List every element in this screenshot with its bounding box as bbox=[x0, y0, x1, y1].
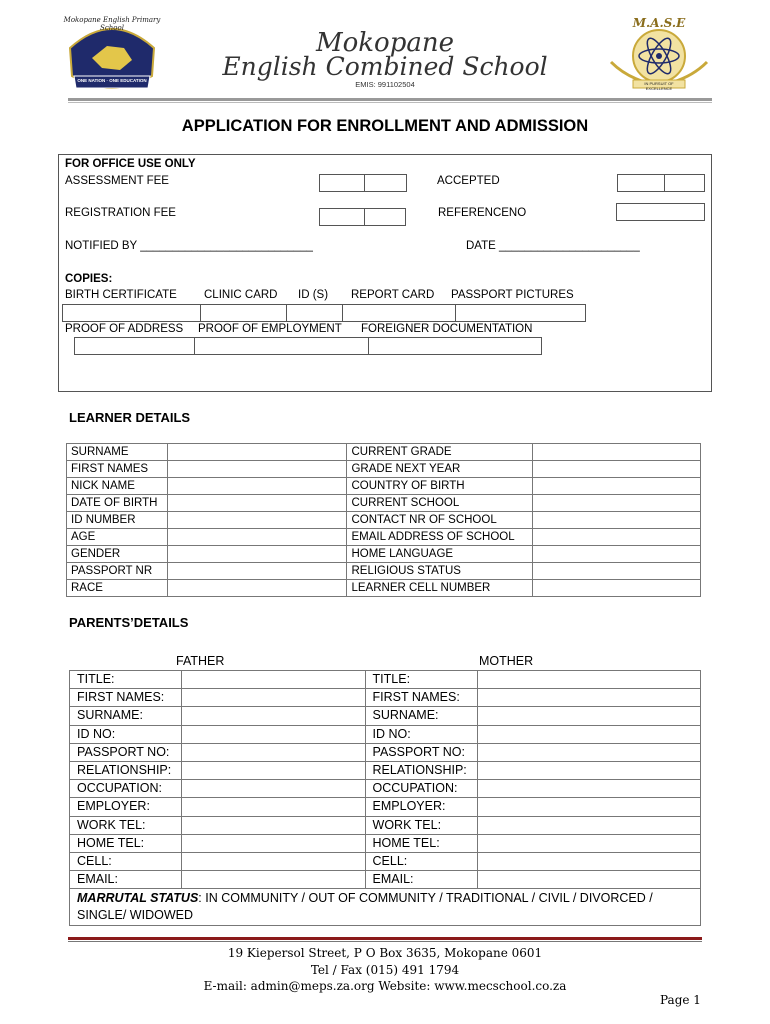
learner-right-value-field[interactable] bbox=[533, 495, 701, 512]
table-row bbox=[70, 707, 701, 725]
notified-by-label: NOTIFIED BY ___________________________ bbox=[65, 240, 313, 252]
copy-proof-address-label: PROOF OF ADDRESS bbox=[65, 323, 184, 335]
header-rule-thin bbox=[68, 102, 712, 103]
mother-field-label: HOME TEL: bbox=[365, 834, 477, 852]
father-field-label: EMPLOYER: bbox=[70, 798, 182, 816]
father-value-field[interactable] bbox=[181, 834, 365, 852]
table-row bbox=[70, 780, 701, 798]
father-value-field[interactable] bbox=[181, 798, 365, 816]
copy-birth-certificate-label: BIRTH CERTIFICATE bbox=[65, 289, 177, 301]
copies-heading: COPIES: bbox=[65, 273, 113, 285]
father-value-field[interactable] bbox=[181, 725, 365, 743]
right-logo-text: M.A.S.E bbox=[632, 16, 686, 30]
document-title: APPLICATION FOR ENROLLMENT AND ADMISSION bbox=[181, 117, 589, 135]
table-row bbox=[70, 671, 701, 689]
learner-left-label: GENDER bbox=[67, 546, 168, 563]
footer-address: 19 Kiepersol Street, P O Box 3635, Mokopane 0601 bbox=[227, 946, 543, 960]
learner-right-label: COUNTRY OF BIRTH bbox=[347, 478, 533, 495]
father-field-label: WORK TEL: bbox=[70, 816, 182, 834]
table-row bbox=[70, 816, 701, 834]
left-logo-text: Mokopane English Primary School bbox=[63, 16, 161, 32]
school-logo-right bbox=[605, 16, 713, 96]
learner-right-value-field[interactable] bbox=[533, 580, 701, 597]
father-field-label: RELATIONSHIP: bbox=[70, 761, 182, 779]
field-divider bbox=[455, 304, 456, 322]
reference-no-label: REFERENCENO bbox=[438, 207, 527, 219]
learner-left-value-field[interactable] bbox=[167, 478, 347, 495]
parents-details-table bbox=[69, 670, 701, 926]
marital-status-label: MARRUTAL STATUS bbox=[77, 891, 199, 906]
marital-status-options: : IN COMMUNITY / OUT OF COMMUNITY / TRADITIONAL / CIVIL / DIVORCED / SINGLE/ WIDOWED bbox=[77, 891, 653, 923]
mother-field-label: OCCUPATION: bbox=[365, 780, 477, 798]
field-divider bbox=[342, 304, 343, 322]
father-field-label: FIRST NAMES: bbox=[70, 689, 182, 707]
table-row bbox=[67, 495, 701, 512]
learner-right-value-field[interactable] bbox=[533, 563, 701, 580]
copy-foreigner-documentation-label: FOREIGNER DOCUMENTATION bbox=[361, 323, 533, 335]
learner-left-label: DATE OF BIRTH bbox=[67, 495, 168, 512]
copies-row2-field[interactable] bbox=[74, 337, 542, 355]
learner-left-value-field[interactable] bbox=[167, 563, 347, 580]
learner-left-label: PASSPORT NR bbox=[67, 563, 168, 580]
marital-status-row bbox=[70, 889, 701, 926]
learner-right-label: HOME LANGUAGE bbox=[347, 546, 533, 563]
father-value-field[interactable] bbox=[181, 816, 365, 834]
table-row bbox=[70, 725, 701, 743]
table-row bbox=[67, 461, 701, 478]
learner-right-label: CURRENT GRADE bbox=[347, 444, 533, 461]
learner-right-value-field[interactable] bbox=[533, 478, 701, 495]
table-row bbox=[67, 512, 701, 529]
footer-tel: Tel / Fax (015) 491 1794 bbox=[310, 963, 460, 977]
mother-field-label: WORK TEL: bbox=[365, 816, 477, 834]
father-value-field[interactable] bbox=[181, 780, 365, 798]
learner-right-label: CONTACT NR OF SCHOOL bbox=[347, 512, 533, 529]
parents-details-heading: PARENTS’DETAILS bbox=[69, 615, 189, 630]
father-field-label: SURNAME: bbox=[70, 707, 182, 725]
mother-value-field[interactable] bbox=[477, 671, 700, 689]
footer-rule-thin bbox=[68, 941, 702, 942]
copy-report-card-label: REPORT CARD bbox=[351, 289, 435, 301]
father-field-label: TITLE: bbox=[70, 671, 182, 689]
father-field-label: ID NO: bbox=[70, 725, 182, 743]
learner-right-label: EMAIL ADDRESS OF SCHOOL bbox=[347, 529, 533, 546]
mother-value-field[interactable] bbox=[477, 852, 700, 870]
father-value-field[interactable] bbox=[181, 852, 365, 870]
office-use-heading: FOR OFFICE USE ONLY bbox=[65, 158, 196, 170]
learner-right-label: RELIGIOUS STATUS bbox=[347, 563, 533, 580]
field-divider bbox=[364, 208, 365, 226]
left-logo-motto: ONE NATION · ONE EDUCATION bbox=[77, 78, 147, 83]
table-row bbox=[67, 580, 701, 597]
table-row bbox=[70, 871, 701, 889]
mother-field-label: SURNAME: bbox=[365, 707, 477, 725]
mother-field-label: CELL: bbox=[365, 852, 477, 870]
learner-right-label: GRADE NEXT YEAR bbox=[347, 461, 533, 478]
learner-details-heading: LEARNER DETAILS bbox=[69, 410, 191, 425]
table-row bbox=[70, 834, 701, 852]
mother-value-field[interactable] bbox=[477, 780, 700, 798]
mother-field-label: ID NO: bbox=[365, 725, 477, 743]
learner-left-label: SURNAME bbox=[67, 444, 168, 461]
emis-number: EMIS: 991102504 bbox=[355, 80, 415, 89]
mother-value-field[interactable] bbox=[477, 871, 700, 889]
footer-email-website: E-mail: admin@meps.za.org Website: www.mecschool.co.za bbox=[203, 979, 567, 993]
father-value-field[interactable] bbox=[181, 671, 365, 689]
mother-field-label: TITLE: bbox=[365, 671, 477, 689]
learner-details-table bbox=[66, 443, 701, 597]
table-row bbox=[67, 478, 701, 495]
school-name-line1: Mokopane bbox=[316, 28, 454, 58]
learner-left-value-field[interactable] bbox=[167, 461, 347, 478]
footer-rule bbox=[68, 937, 702, 940]
father-field-label: OCCUPATION: bbox=[70, 780, 182, 798]
learner-left-value-field[interactable] bbox=[167, 444, 347, 461]
mother-value-field[interactable] bbox=[477, 816, 700, 834]
copy-clinic-card-label: CLINIC CARD bbox=[204, 289, 278, 301]
learner-left-value-field[interactable] bbox=[167, 495, 347, 512]
field-divider bbox=[286, 304, 287, 322]
table-row bbox=[67, 529, 701, 546]
reference-no-field[interactable] bbox=[616, 203, 705, 221]
learner-right-value-field[interactable] bbox=[533, 444, 701, 461]
assessment-fee-field[interactable] bbox=[319, 174, 407, 192]
learner-left-label: RACE bbox=[67, 580, 168, 597]
mother-field-label: RELATIONSHIP: bbox=[365, 761, 477, 779]
father-value-field[interactable] bbox=[181, 689, 365, 707]
field-divider bbox=[368, 337, 369, 355]
learner-left-label: NICK NAME bbox=[67, 478, 168, 495]
mother-value-field[interactable] bbox=[477, 834, 700, 852]
table-row bbox=[67, 563, 701, 580]
table-row bbox=[67, 444, 701, 461]
learner-left-label: AGE bbox=[67, 529, 168, 546]
table-row bbox=[70, 743, 701, 761]
learner-left-label: FIRST NAMES bbox=[67, 461, 168, 478]
accepted-label: ACCEPTED bbox=[437, 175, 500, 187]
learner-left-label: ID NUMBER bbox=[67, 512, 168, 529]
father-value-field[interactable] bbox=[181, 761, 365, 779]
copy-proof-employment-label: PROOF OF EMPLOYMENT bbox=[198, 323, 342, 335]
field-divider bbox=[664, 174, 665, 192]
father-value-field[interactable] bbox=[181, 707, 365, 725]
table-row bbox=[70, 761, 701, 779]
father-value-field[interactable] bbox=[181, 871, 365, 889]
mother-value-field[interactable] bbox=[477, 725, 700, 743]
mother-field-label: PASSPORT NO: bbox=[365, 743, 477, 761]
father-heading: FATHER bbox=[176, 654, 225, 668]
field-divider bbox=[194, 337, 195, 355]
father-field-label: PASSPORT NO: bbox=[70, 743, 182, 761]
header-rule bbox=[68, 98, 712, 101]
learner-right-label: CURRENT SCHOOL bbox=[347, 495, 533, 512]
mother-heading: MOTHER bbox=[479, 654, 534, 668]
learner-right-label: LEARNER CELL NUMBER bbox=[347, 580, 533, 597]
learner-right-value-field[interactable] bbox=[533, 529, 701, 546]
mother-value-field[interactable] bbox=[477, 761, 700, 779]
assessment-fee-label: ASSESSMENT FEE bbox=[65, 175, 169, 187]
father-value-field[interactable] bbox=[181, 743, 365, 761]
copies-row1-field[interactable] bbox=[62, 304, 586, 322]
table-row bbox=[70, 798, 701, 816]
learner-right-value-field[interactable] bbox=[533, 546, 701, 563]
mother-field-label: FIRST NAMES: bbox=[365, 689, 477, 707]
learner-right-value-field[interactable] bbox=[533, 512, 701, 529]
father-field-label: HOME TEL: bbox=[70, 834, 182, 852]
mother-value-field[interactable] bbox=[477, 689, 700, 707]
table-row bbox=[70, 852, 701, 870]
table-row bbox=[70, 689, 701, 707]
date-label: DATE ______________________ bbox=[466, 240, 640, 252]
right-logo-motto: IN PURSUIT OF EXCELLENCE bbox=[644, 81, 674, 91]
learner-left-value-field[interactable] bbox=[167, 580, 347, 597]
page-number: Page 1 bbox=[660, 993, 701, 1007]
table-row bbox=[67, 546, 701, 563]
mother-field-label: EMPLOYER: bbox=[365, 798, 477, 816]
mother-value-field[interactable] bbox=[477, 707, 700, 725]
mother-value-field[interactable] bbox=[477, 798, 700, 816]
mother-value-field[interactable] bbox=[477, 743, 700, 761]
registration-fee-label: REGISTRATION FEE bbox=[65, 207, 176, 219]
learner-left-value-field[interactable] bbox=[167, 529, 347, 546]
field-divider bbox=[364, 174, 365, 192]
learner-left-value-field[interactable] bbox=[167, 512, 347, 529]
mother-field-label: EMAIL: bbox=[365, 871, 477, 889]
learner-right-value-field[interactable] bbox=[533, 461, 701, 478]
father-field-label: EMAIL: bbox=[70, 871, 182, 889]
accepted-field[interactable] bbox=[617, 174, 705, 192]
field-divider bbox=[200, 304, 201, 322]
learner-left-value-field[interactable] bbox=[167, 546, 347, 563]
father-field-label: CELL: bbox=[70, 852, 182, 870]
copy-passport-pictures-label: PASSPORT PICTURES bbox=[451, 289, 574, 301]
copy-id-label: ID (S) bbox=[298, 289, 329, 301]
school-name-line2: English Combined School bbox=[222, 52, 548, 81]
registration-fee-field[interactable] bbox=[319, 208, 406, 226]
